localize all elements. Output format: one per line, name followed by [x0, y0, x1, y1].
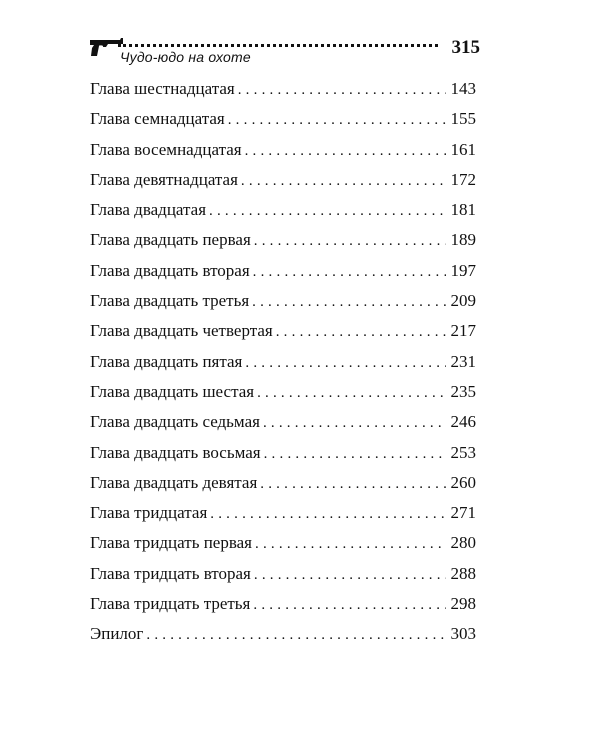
- toc-entry[interactable]: [90, 225, 476, 255]
- toc-entry-title: Глава тридцать первая: [90, 533, 253, 553]
- toc-entry[interactable]: [90, 104, 476, 134]
- toc-entry-title: Глава тридцать вторая: [90, 563, 251, 583]
- toc-entry-page: 298: [450, 594, 476, 614]
- toc-entry-title: Глава девятнадцатая: [90, 169, 238, 189]
- toc-entry-title: Глава двадцать первая: [90, 230, 251, 250]
- toc-entry-page: 253: [450, 442, 476, 462]
- toc-entry-page: 172: [450, 169, 476, 189]
- toc-entry-page: 280: [450, 533, 476, 553]
- toc-entry-page: 217: [450, 321, 476, 341]
- toc-entry-title: Глава двадцать шестая: [90, 381, 255, 401]
- dot-leader: [228, 105, 446, 135]
- toc-entry-page: 235: [450, 381, 476, 401]
- page-number: 315: [451, 37, 480, 58]
- dot-leader: [252, 287, 446, 317]
- toc-entry[interactable]: [90, 74, 476, 104]
- toc-entry-page: 246: [450, 412, 476, 432]
- toc-entry[interactable]: [90, 589, 476, 619]
- toc-entry-page: 197: [450, 260, 476, 280]
- dot-leader: [263, 408, 446, 438]
- toc-entry-page: 181: [450, 200, 476, 220]
- dot-leader: [254, 226, 446, 256]
- toc-entry[interactable]: [90, 528, 476, 558]
- toc-entry-page: 143: [450, 79, 476, 98]
- toc-entry[interactable]: [90, 195, 476, 225]
- toc-entry-page: 155: [450, 109, 476, 129]
- dot-leader: [257, 378, 446, 408]
- toc-entry-title: Эпилог: [90, 624, 144, 644]
- toc-entry-title: Глава двадцать третья: [90, 291, 250, 311]
- dot-leader: [245, 136, 446, 166]
- dot-leader: [253, 257, 446, 287]
- toc-entry-title: Глава двадцать пятая: [90, 351, 243, 371]
- dot-leader: [241, 166, 446, 196]
- toc-entry[interactable]: [90, 377, 476, 407]
- dot-leader: [264, 439, 446, 469]
- table-of-contents: [90, 74, 476, 650]
- toc-entry-title: Глава двадцать седьмая: [90, 412, 260, 432]
- toc-entry[interactable]: [90, 498, 476, 528]
- toc-entry-title: Глава шестнадцатая: [90, 79, 235, 98]
- dot-leader: [238, 75, 446, 105]
- running-title: Чудо-юдо на охоте: [120, 49, 251, 65]
- toc-entry[interactable]: [90, 256, 476, 286]
- toc-entry[interactable]: [90, 407, 476, 437]
- dot-leader: [209, 196, 446, 226]
- toc-entry-title: Глава двадцать вторая: [90, 260, 250, 280]
- page-header: [88, 30, 480, 70]
- dot-leader: [260, 469, 446, 499]
- dot-leader: [253, 590, 446, 620]
- toc-entry-title: Глава двадцатая: [90, 200, 207, 220]
- dot-leader: [210, 499, 446, 529]
- toc-entry[interactable]: [90, 619, 476, 649]
- toc-entry-title: Глава двадцать восьмая: [90, 442, 261, 462]
- toc-entry-page: 209: [450, 291, 476, 311]
- toc-entry-page: 303: [450, 624, 476, 644]
- toc-entry-title: Глава восемнадцатая: [90, 139, 242, 159]
- dot-leader: [146, 620, 446, 650]
- toc-entry-title: Глава семнадцатая: [90, 109, 225, 129]
- toc-entry[interactable]: [90, 165, 476, 195]
- toc-entry[interactable]: [90, 559, 476, 589]
- dot-leader: [276, 317, 446, 347]
- revolver-icon: [88, 36, 124, 58]
- toc-entry-page: 189: [450, 230, 476, 250]
- toc-entry[interactable]: [90, 286, 476, 316]
- toc-entry-title: Глава двадцать девятая: [90, 472, 258, 492]
- dot-leader: [254, 560, 446, 590]
- toc-entry-page: 271: [450, 503, 476, 523]
- dot-leader: [245, 348, 446, 378]
- header-dotted-rule: [118, 44, 438, 47]
- toc-entry[interactable]: [90, 347, 476, 377]
- toc-entry-title: Глава тридцатая: [90, 503, 208, 523]
- toc-entry[interactable]: [90, 438, 476, 468]
- toc-entry[interactable]: [90, 135, 476, 165]
- toc-entry-page: 161: [450, 139, 476, 159]
- dot-leader: [255, 529, 446, 559]
- toc-entry-page: 260: [450, 472, 476, 492]
- toc-entry[interactable]: [90, 316, 476, 346]
- toc-entry-page: 231: [450, 351, 476, 371]
- toc-entry-title: Глава двадцать четвертая: [90, 321, 273, 341]
- toc-entry[interactable]: [90, 468, 476, 498]
- toc-entry-title: Глава тридцать третья: [90, 594, 251, 614]
- toc-entry-page: 288: [450, 563, 476, 583]
